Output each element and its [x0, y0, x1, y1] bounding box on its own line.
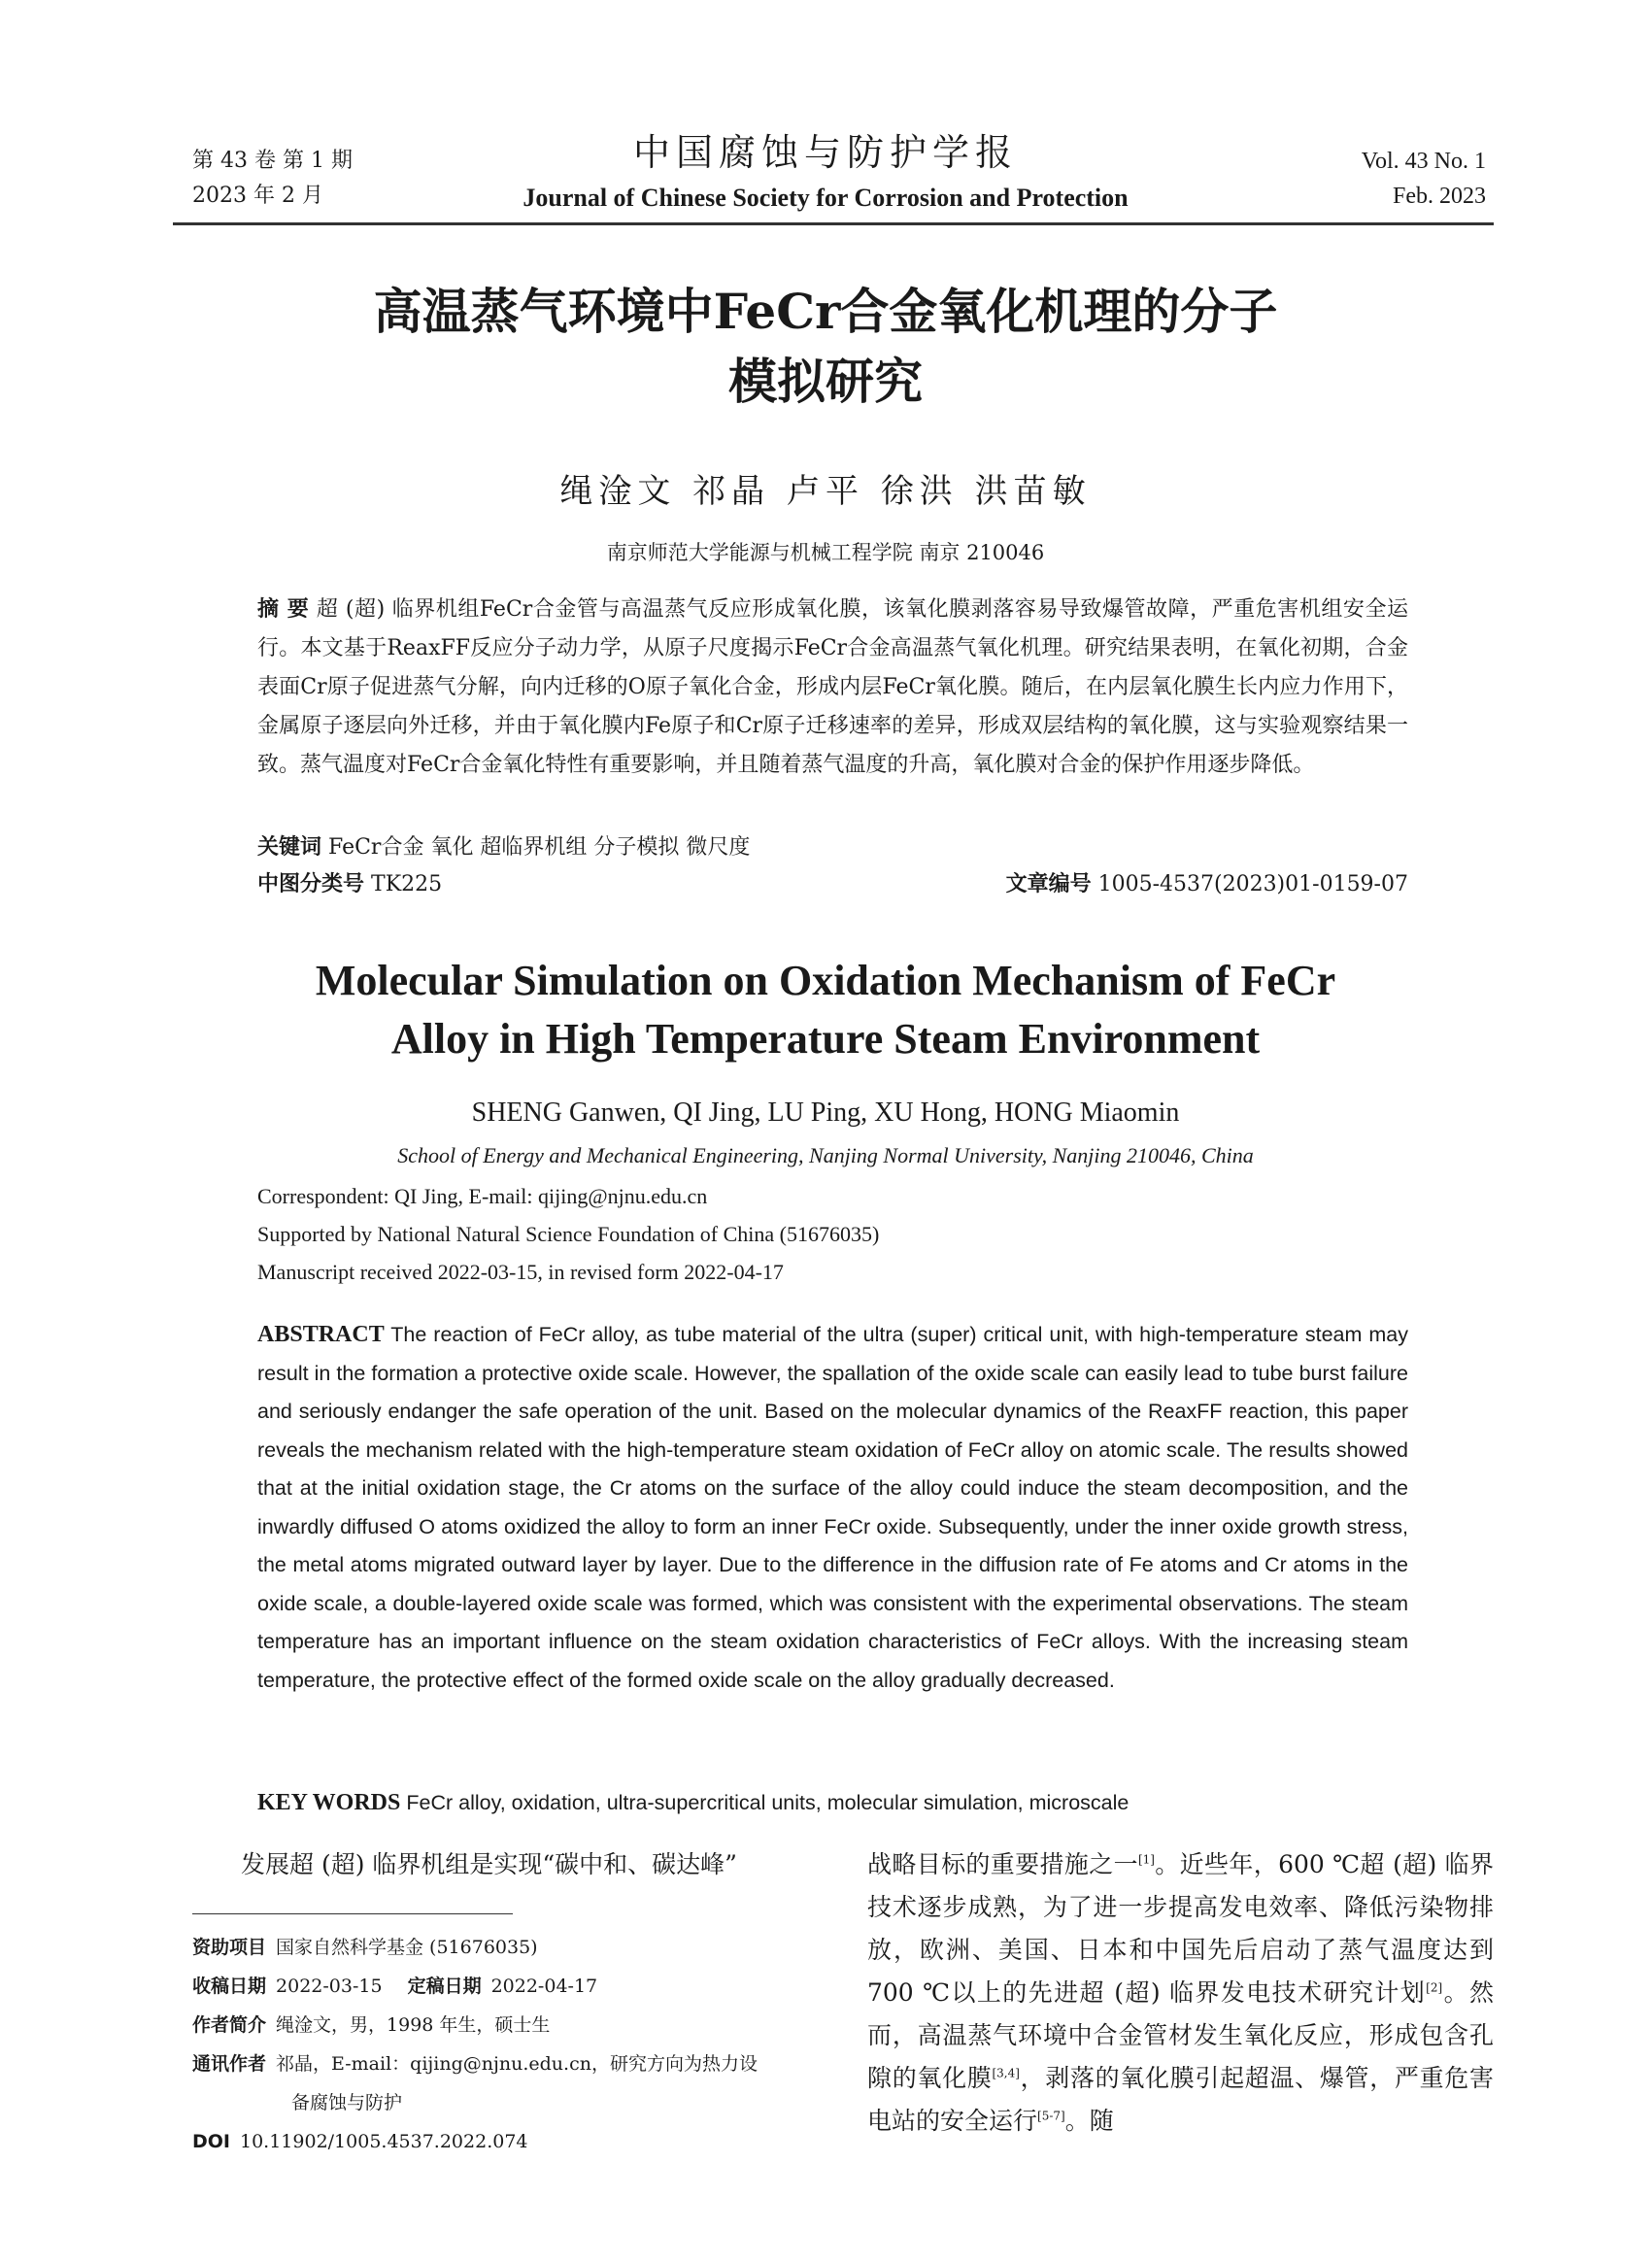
authors-en: SHENG Ganwen, QI Jing, LU Ping, XU Hong, HONG Miaomin	[471, 1098, 1180, 1128]
affiliation-cn: 南京师范大学能源与机械工程学院 南京 210046	[606, 541, 1045, 564]
title-cn-line1: 高温蒸气环境中FeCr合金氧化机理的分子	[373, 283, 1278, 340]
body-text-segment: 。近些年，600 ℃超 (超) 临界技术逐步成熟，为了进一步提高发电效率、降低污染物排放，欧洲、美国、日本和中国先后启动了蒸气温度达到700 ℃以上的先进超 (超) 临界发电技术研究计划	[867, 1850, 1494, 2007]
classification-label: 中图分类号	[257, 872, 365, 896]
classification-value: TK225	[371, 872, 443, 896]
abstract-en-text: The reaction of FeCr alloy, as tube material of the ultra (super) critical unit, with high-temperature steam may result in the formation a protective oxide scale. However, the spallation of the oxide scale can easily lead to tube burst failure and seriously endanger the safe operation of the unit. Based on the molecular dynamics of the ReaxFF reaction, this paper reveals the mechanism related with the high-temperature steam oxidation of FeCr alloy on atomic scale. The results showed that at the initial oxidation stage, the Cr atoms on the surface of the alloy could induce the steam decomposition, and the inwardly diffused O atoms oxidized the alloy to form an inner FeCr oxide. Subsequently, under the inner oxide growth stress, the metal atoms migrated outward layer by layer. Due to the difference in the diffusion rate of Fe atoms and Cr atoms in the oxide scale, a double-layered oxide scale was formed, which was consistent with the experimental observations. The steam temperature has an important influence on the steam oxidation characteristics of FeCr alloys. With the increasing steam temperature, the protective effect of the formed oxide scale on the alloy gradually decreased.	[257, 1323, 1408, 1692]
abstract-en-label: ABSTRACT	[257, 1322, 385, 1347]
contact-value-cont: 备腐蚀与防护	[291, 2092, 403, 2113]
header-volume-block	[192, 144, 445, 214]
keywords-en-text: FeCr alloy, oxidation, ultra-supercritical units, molecular simulation, microscale	[406, 1791, 1129, 1814]
footnote-author	[192, 2006, 833, 2044]
revised-label: 定稿日期	[407, 1976, 482, 1997]
volume-issue-en: Vol. 43 No. 1	[1361, 149, 1486, 174]
citation-ref[interactable]: [1]	[1137, 1852, 1155, 1867]
body-left-column: 发展超 (超) 临界机组是实现“碳中和、碳达峰”	[241, 1850, 737, 1878]
affiliation-en: School of Energy and Mechanical Engineering, Nanjing Normal University, Nanjing 210046, China	[397, 1143, 1254, 1167]
footnote-dates	[192, 1967, 833, 2006]
authors-cn: 绳淦文 祁晶 卢平 徐洪 洪苗敏	[559, 472, 1092, 511]
fund-label: 资助项目	[192, 1937, 267, 1958]
citation-ref[interactable]: [2]	[1426, 1980, 1443, 1995]
header-volume-block-en	[1292, 144, 1486, 214]
contact-label: 通讯作者	[192, 2053, 267, 2075]
abstract-cn-text: 超 (超) 临界机组FeCr合金管与高温蒸气反应形成氧化膜，该氧化膜剥落容易导致爆管故障，严重危害机组安全运行。本文基于ReaxFF反应分子动力学，从原子尺度揭示FeCr合金高温蒸气氧化机理。研究结果表明，在氧化初期，合金表面Cr原子促进蒸气分解，向内迁移的O原子氧化合金，形成内层FeCr氧化膜。随后，在内层氧化膜生长内应力作用下，金属原子逐层向外迁移，并由于氧化膜内Fe原子和Cr原子迁移速率的差异，形成双层结构的氧化膜，这与实验观察结果一致。蒸气温度对FeCr合金氧化特性有重要影响，并且随着蒸气温度的升高，氧化膜对合金的保护作用逐步降低。	[257, 597, 1408, 777]
abstract-en	[257, 1316, 1408, 1700]
paper-title-cn	[136, 277, 1515, 417]
received-value: 2022-03-15	[276, 1976, 383, 1997]
title-en-line2: Alloy in High Temperature Steam Environment	[390, 1015, 1261, 1063]
date-en: Feb. 2023	[1393, 184, 1486, 209]
keywords-en	[257, 1790, 1408, 1816]
journal-title-cn: 中国腐蚀与防护学报	[632, 131, 1018, 174]
journal-masthead	[466, 128, 1185, 216]
funding-en: Supported by National Natural Science Foundation of China (51676035)	[257, 1222, 880, 1246]
article-number-label: 文章编号	[1005, 872, 1092, 896]
author-label: 作者简介	[192, 2014, 267, 2036]
fund-value: 国家自然科学基金 (51676035)	[276, 1937, 538, 1958]
author-value: 绳淦文，男，1998 年生，硕士生	[276, 2014, 551, 2036]
keywords-en-label: KEY WORDS	[257, 1790, 401, 1815]
manuscript-dates: Manuscript received 2022-03-15, in revised form 2022-04-17	[257, 1260, 784, 1284]
title-cn-line2: 模拟研究	[728, 353, 923, 410]
correspondent: Correspondent: QI Jing, E-mail: qijing@njnu.edu.cn	[257, 1184, 708, 1208]
contact-value: 祁晶，E-mail：qijing@njnu.edu.cn，研究方向为热力设	[276, 2053, 758, 2075]
body-text-segment: 。然而，高温蒸气环境中合金管材发生氧化反应，形成包含孔隙的氧化膜	[867, 1978, 1494, 2092]
keywords-cn-text: FeCr合金 氧化 超临界机组 分子模拟 微尺度	[328, 835, 751, 860]
paper-metadata-en	[257, 1177, 1408, 1291]
doi-label: DOI	[192, 2131, 230, 2152]
footnote-divider	[192, 1913, 513, 1914]
date-cn: 2023 年 2 月	[192, 184, 323, 208]
volume-issue-cn: 第 43 卷 第 1 期	[192, 149, 353, 173]
journal-title-en: Journal of Chinese Society for Corrosion and Protection	[523, 184, 1129, 212]
body-text-segment: ，剥落的氧化膜引起超温、爆管，严重危害电站的安全运行	[867, 2064, 1494, 2135]
doi-value[interactable]: 10.11902/1005.4537.2022.074	[240, 2131, 528, 2152]
citation-ref[interactable]: [3,4]	[992, 2066, 1020, 2080]
footnotes	[192, 1928, 833, 2161]
paper-title-en	[136, 952, 1515, 1068]
keywords-cn-label: 关键词	[257, 835, 322, 860]
keywords-cn	[257, 830, 1408, 861]
body-right-column	[867, 1843, 1494, 2143]
article-number-value: 1005-4537(2023)01-0159-07	[1097, 872, 1408, 896]
title-en-line1: Molecular Simulation on Oxidation Mechanism of FeCr	[315, 957, 1336, 1004]
footnote-fund	[192, 1928, 833, 1967]
classification	[257, 867, 442, 897]
body-text-segment: 战略目标的重要措施之一	[867, 1850, 1138, 1878]
article-number	[932, 867, 1408, 897]
footnote-doi	[192, 2122, 833, 2161]
footnote-contact	[192, 2044, 833, 2083]
abstract-cn	[257, 591, 1408, 785]
header-divider	[173, 222, 1494, 225]
received-label: 收稿日期	[192, 1976, 267, 1997]
revised-value: 2022-04-17	[490, 1976, 598, 1997]
abstract-cn-label: 摘 要	[257, 597, 310, 622]
body-text-segment: 。随	[1064, 2107, 1114, 2135]
citation-ref[interactable]: [5-7]	[1037, 2109, 1065, 2123]
